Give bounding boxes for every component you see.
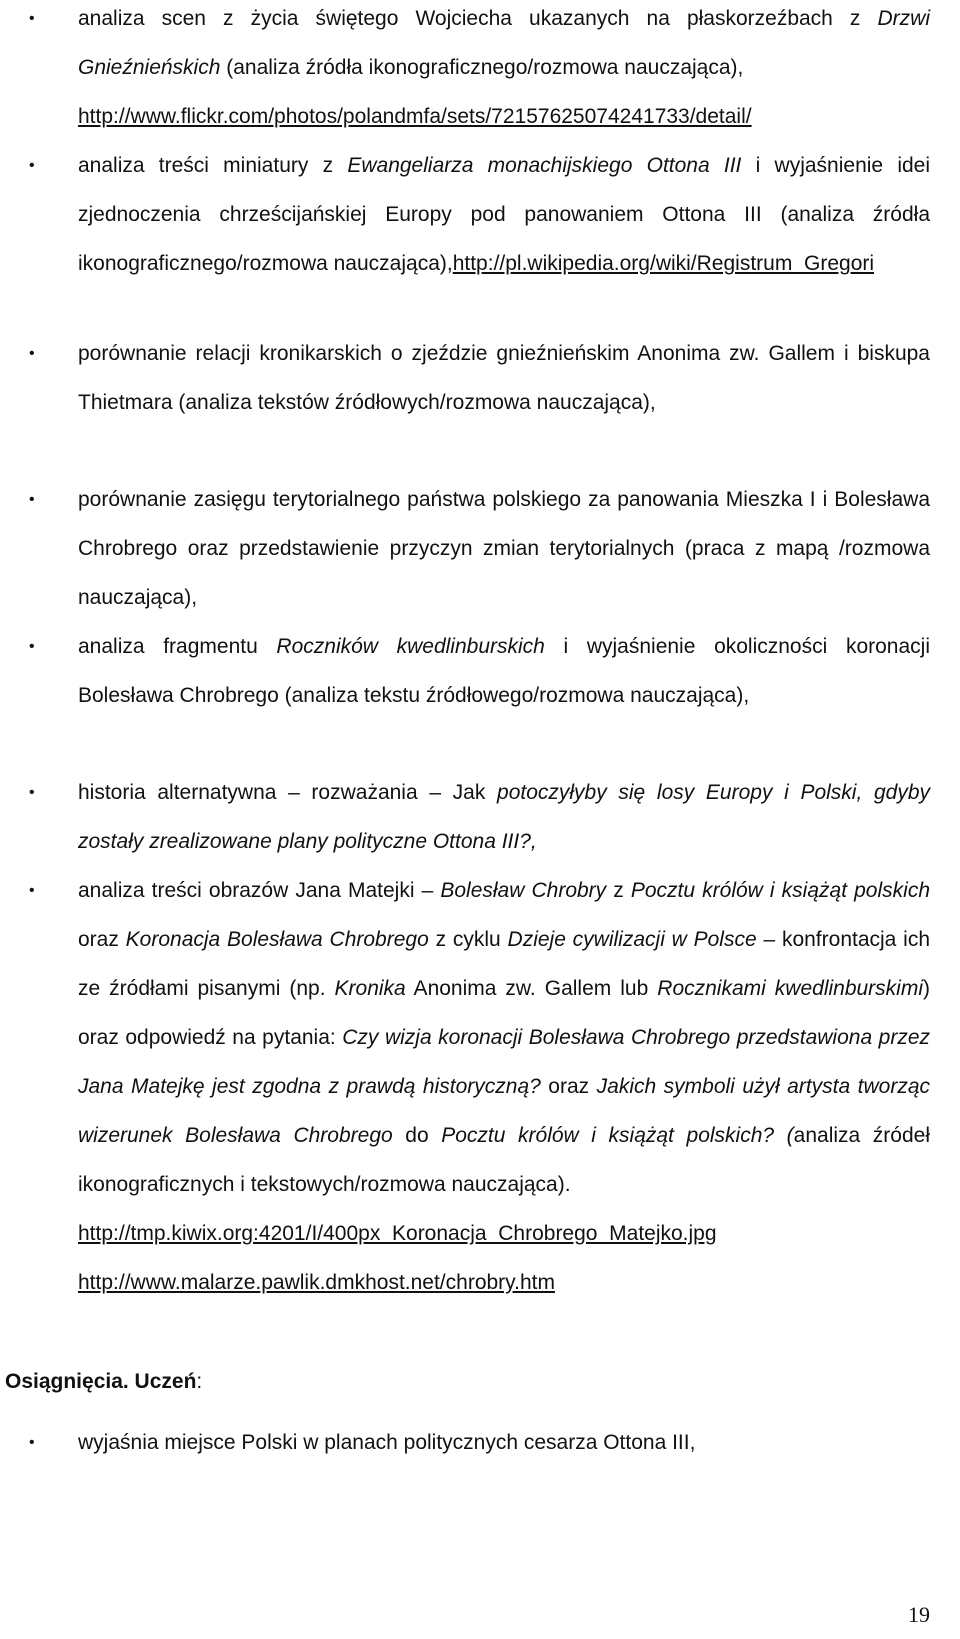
italic-title: Czy wizja koronacji Bolesława Chrobrego przedstawiona przez Jana Matejkę jest zgodna z prawdą historyczną? [78, 1026, 930, 1098]
italic-title: potoczyłyby się losy Europy i Polski, gdyby zostały zrealizowane plany polityczne Ottona III?, [78, 781, 930, 853]
bullet-icon: • [29, 10, 35, 27]
list-item [0, 866, 960, 1307]
italic-title: Dzieje cywilizacji w Polsce [507, 928, 757, 951]
section-heading-colon: : [196, 1370, 203, 1393]
bullet-icon: • [29, 157, 35, 174]
list-item [0, 622, 960, 720]
body-text: analiza treści obrazów Jana Matejki – [78, 879, 441, 902]
bullet-icon: • [29, 345, 35, 362]
source-link[interactable]: http://tmp.kiwix.org:4201/I/400px_Koronacja_Chrobrego_Matejko.jpg [78, 1222, 717, 1245]
italic-title: Pocztu królów i książąt polskich? ( [441, 1124, 794, 1147]
section-heading-bold: Osiągnięcia. Uczeń [5, 1370, 197, 1393]
body-text: – konfrontacja ich ze źródłami pisanymi (np. [78, 928, 931, 1000]
source-link[interactable]: http://www.flickr.com/photos/polandmfa/sets/72157625074241733/detail/ [78, 105, 752, 128]
bullet-icon: • [29, 491, 35, 508]
body-text: do [392, 1124, 442, 1147]
body-text: ) oraz odpowiedź na pytania: [78, 977, 931, 1049]
list-item [0, 475, 960, 622]
body-text: porównanie relacji kronikarskich o zjeździe gnieźnieńskim Anonima zw. Gallem i biskupa Thietmara (analiza tekstów źródłowych/rozmowa nauczająca), [78, 342, 930, 414]
bullet-icon: • [29, 882, 35, 899]
body-text: Anonima zw. Gallem lub [405, 977, 658, 1000]
italic-title: Kronika [334, 977, 406, 1000]
body-text: (analiza źródła ikonograficznego/rozmowa nauczająca), [220, 56, 744, 79]
italic-title: Pocztu królów i książąt polskich [630, 879, 930, 902]
list-item [0, 141, 960, 288]
body-text: z [606, 879, 631, 902]
body-text: analiza fragmentu [78, 635, 277, 658]
body-text: porównanie zasięgu terytorialnego państwa polskiego za panowania Mieszka I i Bolesława Chrobrego oraz przedstawienie przyczyn zmian terytorialnych (praca z mapą /rozmowa nauczająca), [78, 488, 930, 609]
body-text: i wyjaśnienie idei zjednoczenia chrześcijańskiej Europy pod panowaniem Ottona III (analiza źródła ikonograficznego/rozmowa nauczająca), [78, 154, 931, 275]
body-text: i wyjaśnienie okoliczności koronacji Bolesława Chrobrego (analiza tekstu źródłowego/rozmowa nauczająca), [78, 635, 930, 707]
page-number: 19 [908, 1602, 930, 1627]
body-text: historia alternatywna – rozważania – Jak [78, 781, 498, 804]
bullet-icon: • [29, 784, 35, 801]
section-heading [5, 1367, 202, 1397]
list-item [0, 768, 960, 866]
bullet-icon: • [29, 638, 35, 655]
italic-title: Bolesław Chrobry [440, 879, 607, 902]
italic-title: Jakich symboli użył artysta tworząc wizerunek Bolesława Chrobrego [78, 1075, 930, 1147]
italic-title: Roczników kwedlinburskich [276, 635, 545, 658]
body-text: z cyklu [428, 928, 508, 951]
italic-title: Koronacja Bolesława Chrobrego [125, 928, 429, 951]
body-text: oraz [540, 1075, 597, 1098]
source-link[interactable]: http://www.malarze.pawlik.dmkhost.net/chrobry.htm [78, 1271, 555, 1294]
body-text: analiza źródeł ikonograficznych i tekstowych/rozmowa nauczająca). [78, 1124, 930, 1196]
body-text: oraz [78, 928, 126, 951]
body-text: analiza scen z życia świętego Wojciecha ukazanych na płaskorzeźbach z [78, 7, 878, 30]
source-link[interactable]: http://pl.wikipedia.org/wiki/Registrum_Gregori [452, 252, 875, 275]
bullet-icon: • [29, 1434, 35, 1451]
italic-title: Drzwi Gnieźnieńskich [78, 7, 930, 79]
list-item [0, 1418, 960, 1467]
list-item [0, 329, 960, 427]
body-text: analiza treści miniatury z [78, 154, 348, 177]
italic-title: Rocznikami kwedlinburskimi [657, 977, 924, 1000]
achievements-list [0, 1418, 960, 1467]
list-item [0, 0, 960, 141]
body-text: wyjaśnia miejsce Polski w planach politycznych cesarza Ottona III, [78, 1431, 696, 1454]
italic-title: Ewangeliarza monachijskiego Ottona III [347, 154, 742, 177]
